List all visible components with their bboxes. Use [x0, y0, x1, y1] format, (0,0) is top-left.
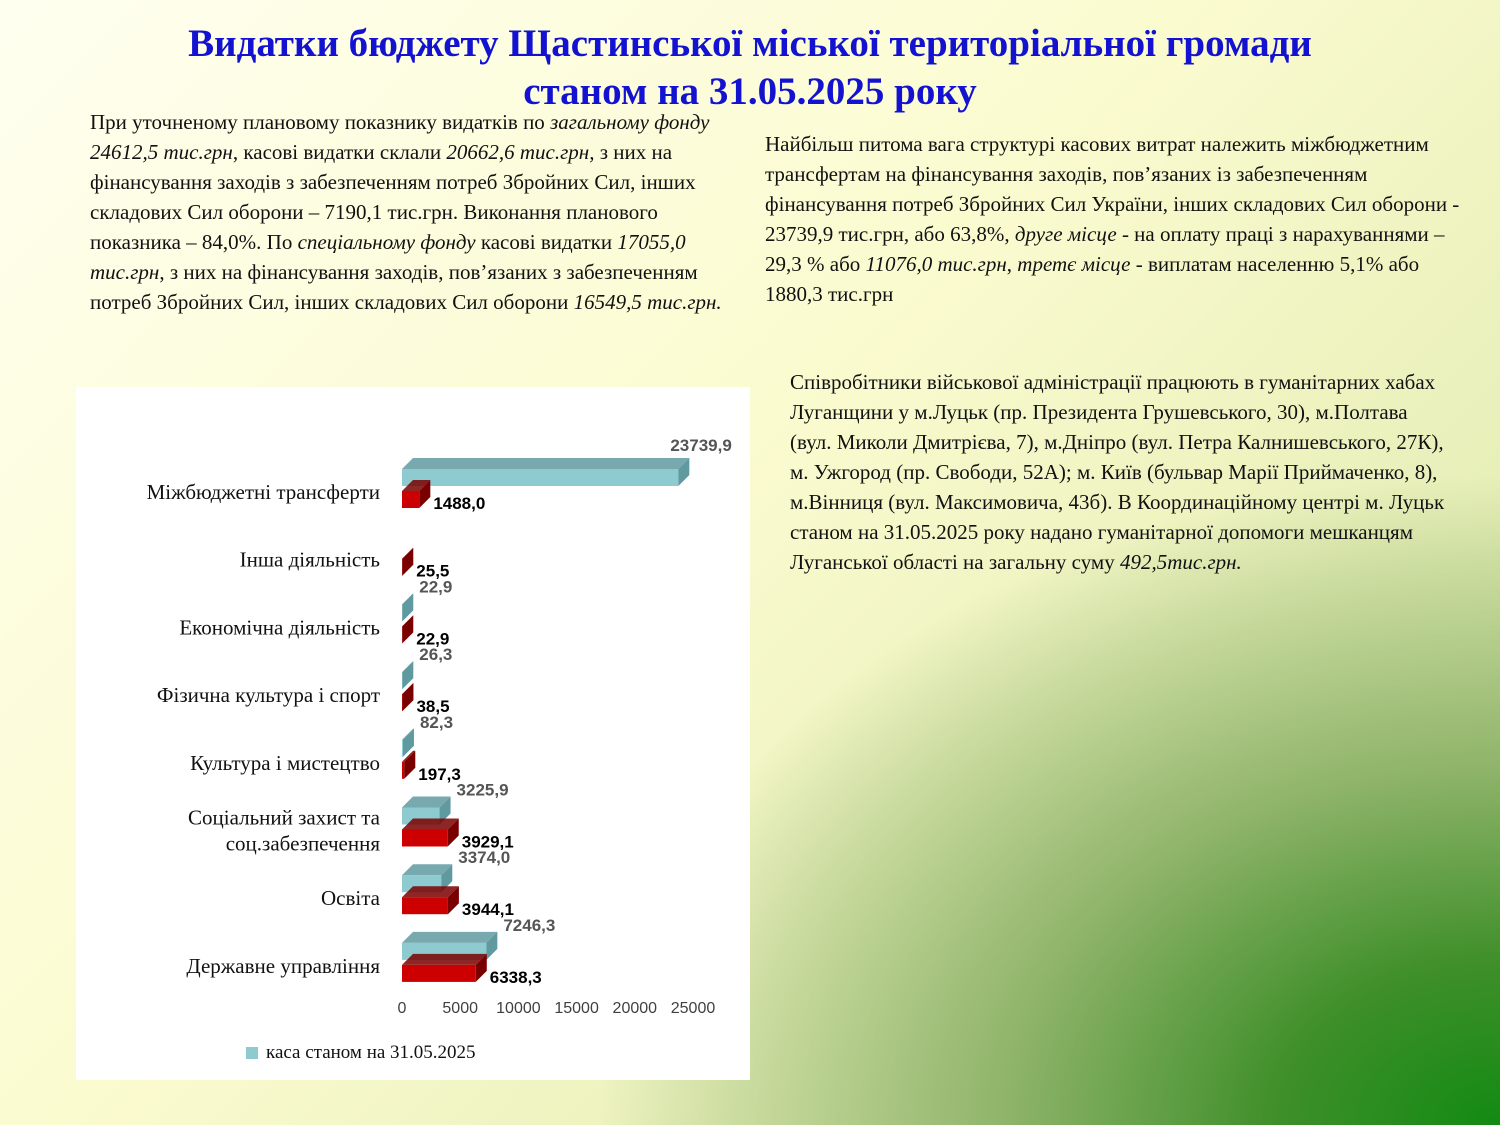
value-label-plan: 197,3	[418, 764, 461, 784]
value-label-plan: 22,9	[416, 629, 450, 649]
chart-legend	[246, 1042, 476, 1064]
category-label: Фізична культура і спорт	[156, 683, 380, 708]
bar-top	[402, 954, 487, 965]
text-run: загальному фонду 24612,5 тис.грн	[90, 110, 710, 164]
bar-face	[402, 491, 419, 508]
bar-top	[402, 932, 497, 943]
bar-face	[402, 740, 403, 757]
legend-label: каса станом на 31.05.2025	[266, 1042, 476, 1063]
page-title	[100, 20, 1400, 116]
text-run: 16549,5 тис.грн.	[573, 290, 722, 314]
humanitarian-hubs-paragraph	[790, 367, 1450, 577]
title-line-2: станом на 31.05.2025 року	[523, 70, 977, 113]
x-tick-label: 25000	[670, 1000, 716, 1017]
value-label-plan: 25,5	[416, 561, 450, 581]
text-run: 492,5тис.грн.	[1119, 550, 1242, 574]
value-label-cash: 26,3	[419, 645, 453, 665]
chart-canvas	[76, 387, 750, 1080]
value-label-cash: 22,9	[419, 577, 453, 597]
value-label-cash: 82,3	[419, 712, 454, 732]
bar-plan	[402, 819, 459, 847]
x-tick-label: 20000	[612, 1000, 658, 1017]
text-run: друге місце	[1014, 222, 1117, 246]
value-label-plan: 38,5	[416, 697, 450, 717]
x-tick-label: 0	[397, 1000, 407, 1017]
text-run: 20662,6 тис.грн,	[446, 140, 595, 164]
text-run: спеціальному фонду	[297, 230, 476, 254]
value-label-plan: 6338,3	[489, 967, 542, 987]
category-label: соц.забезпечення	[225, 831, 380, 856]
value-label-cash: 3374,0	[458, 848, 511, 868]
text-run: касові видатки	[475, 230, 618, 254]
text-run: 11076,0 тис.грн	[865, 252, 1007, 276]
value-label-plan: 3929,1	[461, 832, 514, 852]
bar-face	[402, 965, 476, 982]
bar-top	[402, 458, 689, 469]
text-run: - виплатам населенню 5,1% або 1880,3 тис.грн	[765, 252, 1420, 306]
bar-face	[402, 762, 404, 779]
value-label-plan: 3944,1	[461, 900, 514, 920]
value-label-cash: 7246,3	[503, 915, 556, 935]
expenditure-chart	[76, 387, 750, 1080]
category-label: Державне управління	[186, 953, 380, 978]
general-fund-paragraph	[90, 107, 730, 317]
text-run: , з них на фінансування заходів, пов’язаних з забезпеченням потреб Збройних Сил, інших складових Сил оборони	[90, 260, 698, 314]
category-label: Соціальний захист та	[188, 805, 380, 830]
x-tick-label: 10000	[496, 1000, 541, 1017]
x-tick-label: 15000	[554, 1000, 599, 1017]
bar-face	[402, 830, 448, 847]
category-label: Міжбюджетні трансферти	[146, 480, 380, 504]
bar-plan	[402, 886, 459, 914]
category-label: Інша діяльність	[239, 547, 380, 572]
bar-plan	[402, 954, 487, 982]
text-run: При уточненому плановому показнику видатків по	[90, 110, 551, 134]
expense-structure-paragraph	[765, 129, 1465, 309]
text-run: , касові видатки склали	[232, 140, 447, 164]
text-run: Співробітники військової адміністрації працюють в гуманітарних хабах Луганщини у м.Луцьк (пр. Президента Грушевського, 30), м.Полтава (вул. Миколи Дмитрієва, 7), м.Дніпро (вул. Петра Калнишевського, 27К), м. Ужгород (пр. Свободи, 52А); м. Київ (бульвар Марії Приймаченко, 8), м.Вінниця (вул. Максимовича, 43б). В Координаційному центрі м. Луцьк станом на 31.05.2025 року надано гуманітарної допомоги мешканцям Луганської області на загальну суму	[790, 370, 1445, 574]
bar-cash	[402, 458, 689, 486]
value-label-plan: 1488,0	[433, 494, 486, 513]
bar-face	[402, 897, 448, 914]
category-label: Економічна діяльність	[179, 615, 380, 640]
value-label-cash: 23739,9	[670, 436, 732, 455]
bar-side	[402, 548, 413, 576]
value-label-cash: 3225,9	[456, 780, 509, 800]
text-run: третє місце	[1017, 252, 1131, 276]
text-run: ,	[1006, 252, 1018, 276]
text-run: 17055,0 тис.грн	[90, 230, 686, 284]
text-run: Найбільш питома вага структурі касових витрат належить міжбюджетним трансфертам на фінансування заходів, пов’язаних із забезпеченням фінансування потреб Збройних Сил України, інших складових Сил оборони - 23739,9 тис.грн, або 63,8%,	[765, 132, 1460, 246]
title-line-1: Видатки бюджету Щастинської міської територіальної громади	[188, 22, 1312, 65]
category-label: Освіта	[321, 886, 380, 911]
category-label: Культура і мистецтво	[190, 750, 380, 775]
bar-face	[402, 469, 678, 486]
x-tick-label: 5000	[442, 1000, 478, 1017]
bar-plan	[402, 548, 413, 576]
text-run: з них на фінансування заходів з забезпеченням потреб Збройних Сил, інших складових Сил оборони – 7190,1 тис.грн. Виконання планового показника – 84,0%. По	[90, 140, 696, 254]
text-run: - на оплату праці з нарахуваннями – 29,3 % або	[765, 222, 1445, 276]
legend-swatch	[246, 1047, 258, 1059]
